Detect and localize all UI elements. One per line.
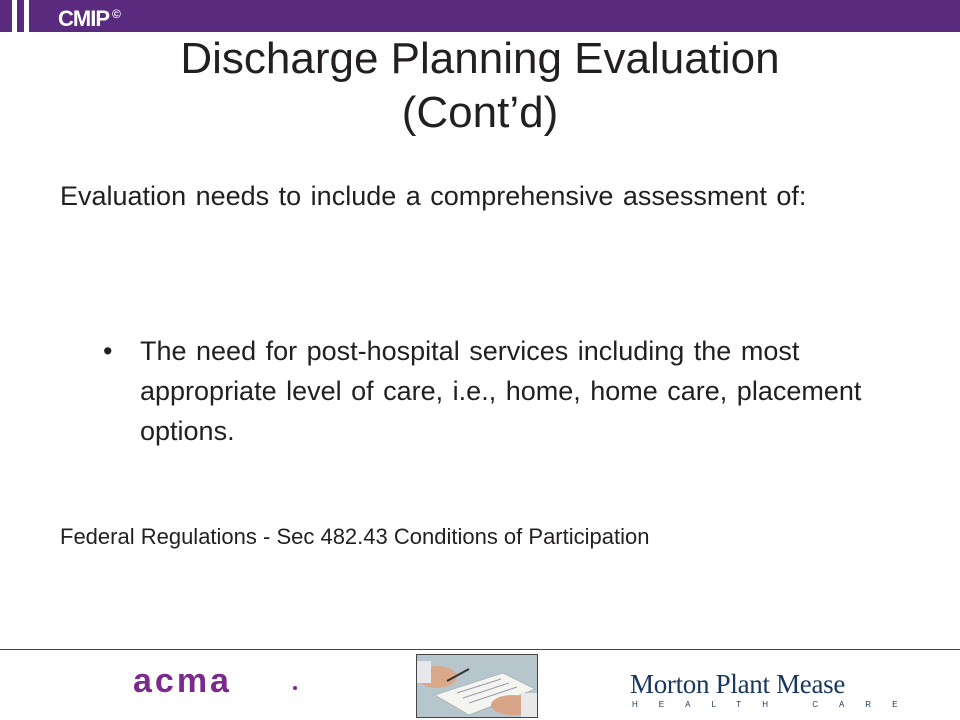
slide-title-line1: Discharge Planning Evaluation [180,34,780,83]
slide-title [60,32,900,140]
slide-title-line2: (Cont’d) [401,88,559,137]
hands-paperwork-photo [416,654,538,718]
brand-copyright-mark: © [112,7,121,21]
bullet-text: The need for post-hospital services including the most appropriate level of care, i.e., home, home care, placement options. [140,336,862,446]
header-bar [0,0,960,32]
morton-plant-mease-name: Morton Plant Mease [630,669,846,699]
brand-logo: CMIP [58,6,109,31]
morton-plant-mease-logo [630,669,919,709]
intro-text: Evaluation needs to include a comprehensive assessment of: [60,181,807,211]
header-stripe [24,0,29,32]
morton-plant-mease-subtitle: HEALTH CARE [632,700,919,709]
footer-divider [0,649,960,650]
acma-logo [133,666,298,696]
header-stripe [12,0,17,32]
footnote-citation: Federal Regulations - Sec 482.43 Conditions of Participation [60,524,650,549]
bullet-marker: • [103,336,113,366]
acma-logo-text: acma [133,666,232,696]
